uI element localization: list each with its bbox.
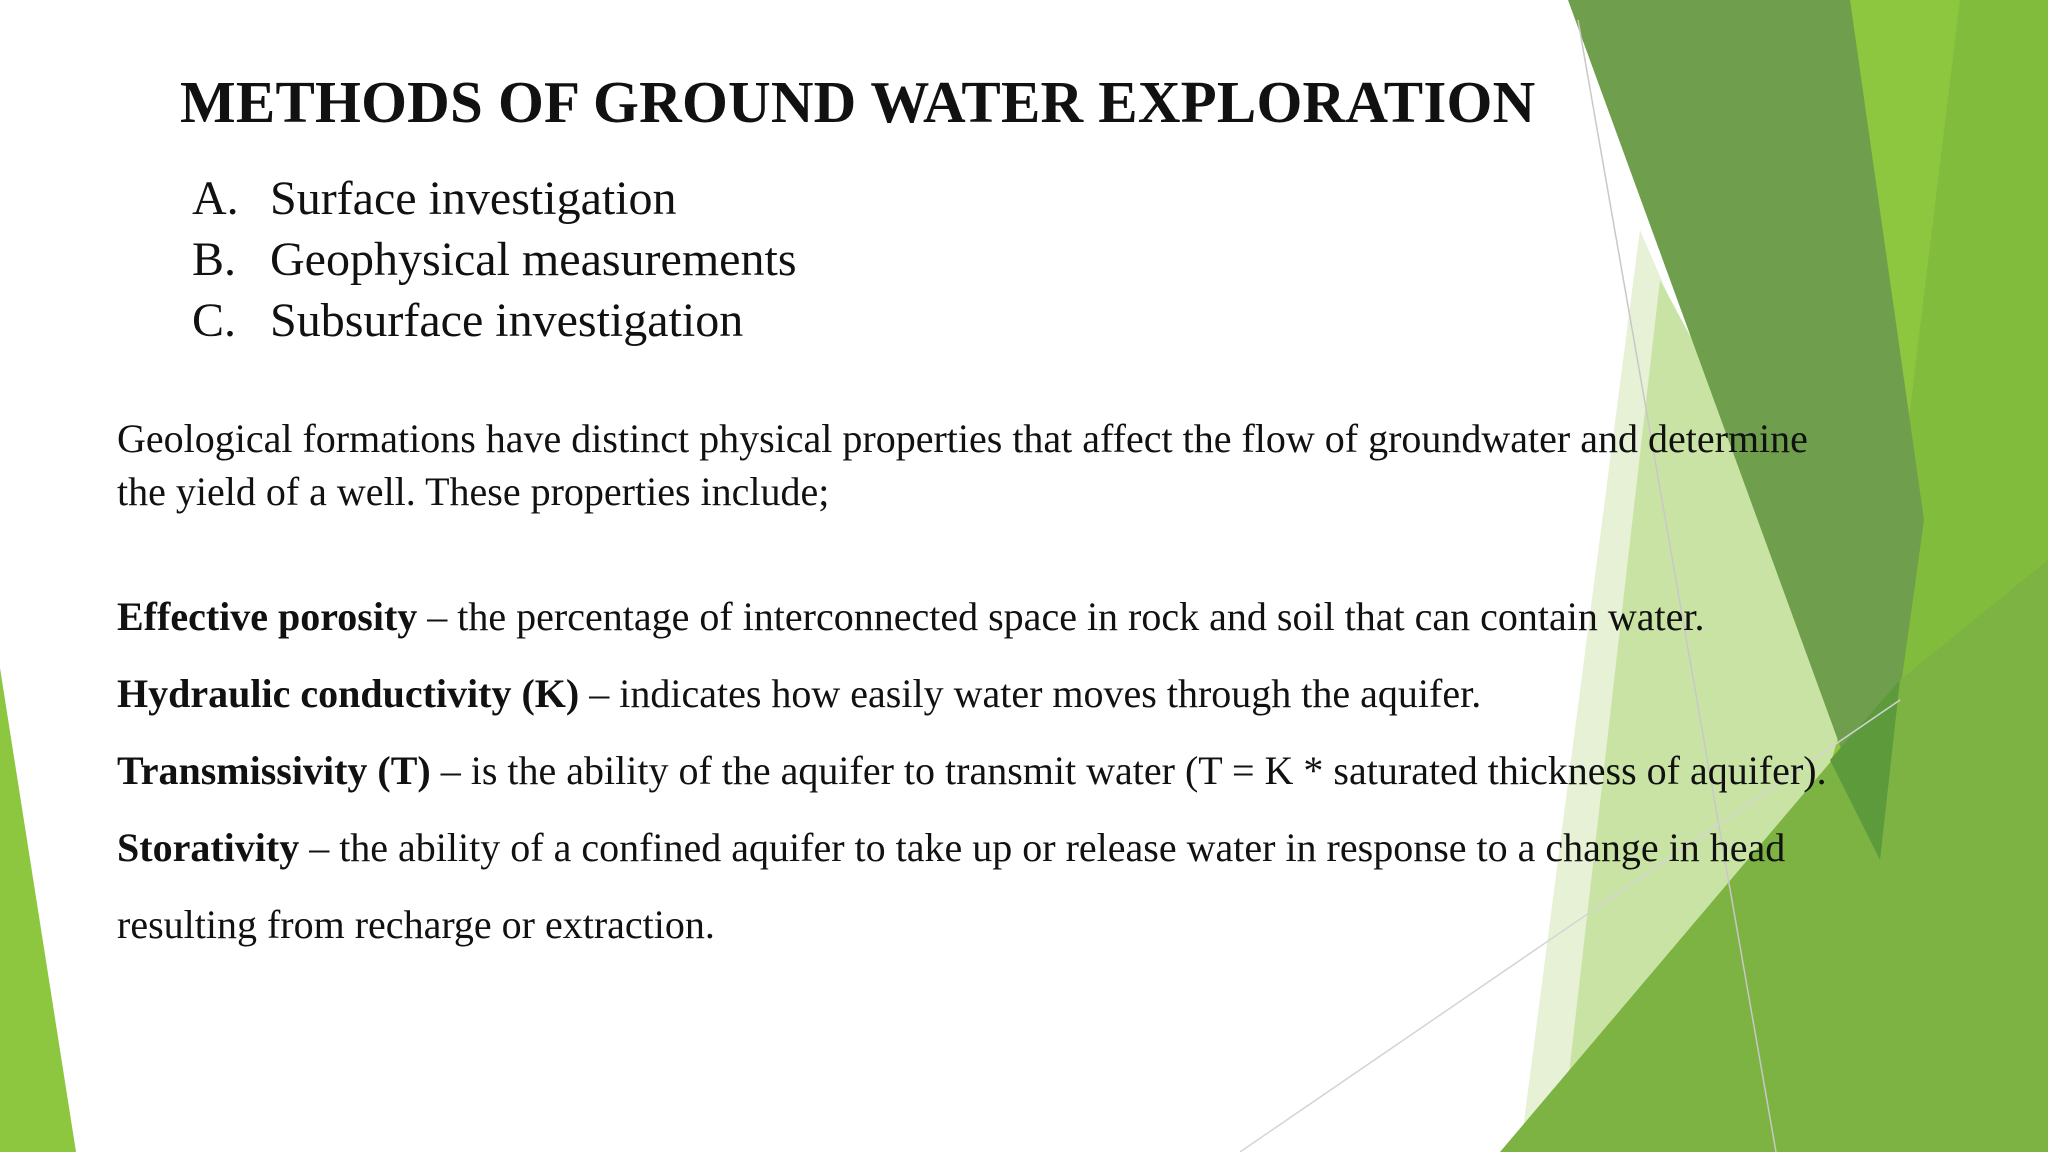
method-text: Geophysical measurements bbox=[270, 233, 797, 286]
method-letter: C. bbox=[192, 294, 237, 347]
property-description: – is the ability of the aquifer to transmit water (T = K * saturated thickness of aquifer). bbox=[430, 748, 1827, 793]
method-letter: B. bbox=[192, 233, 237, 286]
property-description: – the percentage of interconnected space in rock and soil that can contain water. bbox=[417, 594, 1705, 639]
properties-list bbox=[117, 578, 1837, 963]
property-item bbox=[117, 655, 1837, 732]
property-term: Effective porosity bbox=[117, 594, 418, 639]
method-text: Subsurface investigation bbox=[270, 294, 744, 347]
property-item bbox=[117, 578, 1837, 655]
method-item bbox=[192, 168, 797, 229]
property-term: Storativity bbox=[117, 825, 300, 870]
property-description: – indicates how easily water moves through the aquifer. bbox=[579, 671, 1482, 716]
slide-title: METHODS OF GROUND WATER EXPLORATION bbox=[180, 69, 1536, 135]
method-text: Surface investigation bbox=[270, 172, 677, 225]
intro-paragraph: Geological formations have distinct physical properties that affect the flow of groundwater and determine the yield of a well. These properties include; bbox=[117, 416, 1808, 514]
left-green-triangle bbox=[0, 668, 76, 1152]
property-item bbox=[117, 732, 1837, 809]
method-item bbox=[192, 229, 797, 290]
methods-list bbox=[192, 168, 797, 351]
property-item bbox=[117, 809, 1837, 963]
method-item bbox=[192, 290, 797, 351]
method-letter: A. bbox=[192, 172, 239, 225]
property-description: – the ability of a confined aquifer to take up or release water in response to a change in head resulting from recharge or extraction. bbox=[117, 825, 1786, 947]
property-term: Hydraulic conductivity (K) bbox=[117, 671, 580, 716]
property-term: Transmissivity (T) bbox=[117, 748, 431, 793]
